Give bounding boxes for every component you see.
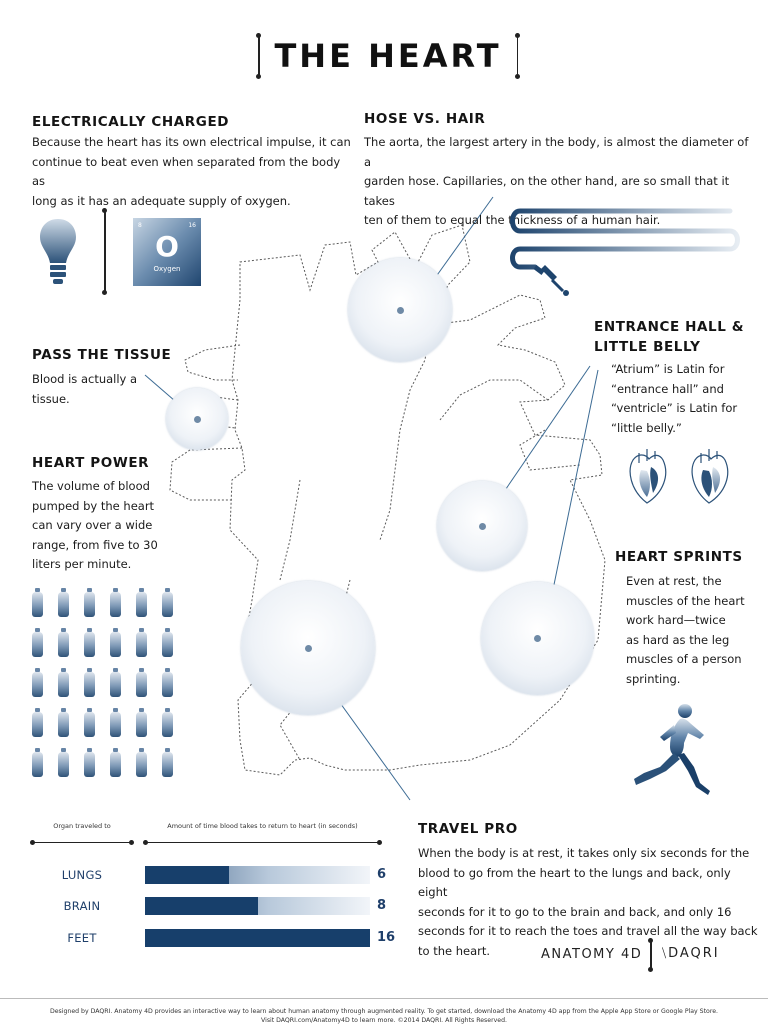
daqri-mark-icon: ⧹ [662,946,669,960]
bar [145,897,258,915]
hose-text: The aorta, the largest artery in the body, is almost the diameter of a garden hose. Capillaries, on the other hand, are so small that it takes ten of them to equal the thickness of a human hair. [364,135,749,227]
light-bulb-icon [38,217,78,289]
water-bottle-icon [110,592,121,617]
water-bottle-icon [162,592,173,617]
water-bottle-icon [136,672,147,697]
water-bottle-icon [32,752,43,777]
divider-dot [102,208,107,213]
water-bottle-icon [162,752,173,777]
water-bottle-icon [162,712,173,737]
footer-line-2: Visit DAQRI.com/Anatomy4D to learn more. ©2014 DAQRI. All Rights Reserved. [261,1017,507,1024]
water-bottle-icon [84,592,95,617]
tissue-text: Blood is actually a tissue. [32,372,138,406]
water-bottle-icon [136,752,147,777]
anatomy-4d-logo: ANATOMY 4D [541,947,643,962]
water-bottle-icon [32,712,43,737]
water-bottle-icon [84,672,95,697]
brand-divider [650,940,652,970]
tissue-heading: PASS THE TISSUE [32,347,172,363]
water-bottle-icon [58,592,69,617]
bar-value: 8 [377,898,387,913]
water-bottle-icon [84,632,95,657]
hose-heading: HOSE VS. HAIR [364,111,486,127]
bar-value: 6 [377,867,387,882]
electric-heading: ELECTRICALLY CHARGED [32,114,230,130]
bar [145,929,370,947]
water-bottle-icon [110,752,121,777]
water-bottle-icon [32,672,43,697]
bar-track [145,866,370,884]
footer-line-1: Designed by DAQRI. Anatomy 4D provides an interactive way to learn about human anatomy through augmented reality. To get started, download the Anatomy 4D app from the Apple App Store or Google Play Store. [49,1008,719,1015]
power-text: The volume of blood pumped by the heart can vary over a wide range, from five to 30 liters per minute. [32,479,158,571]
atrium-circle [437,481,527,571]
travel-text: When the body is at rest, it takes only six seconds for the blood to go from the heart to the lungs and back, only eight seconds for it to go to the brain and back, and only 16 seconds for it to reach the toes and travel all the way back to the heart. [418,846,758,958]
bar-track [145,929,370,947]
bar-value: 16 [377,930,396,945]
water-bottle-icon [58,632,69,657]
water-bottle-icon [162,672,173,697]
water-bottle-icon [32,632,43,657]
chart-header-organ: Organ traveled to [53,822,111,830]
bar-label: FEET [67,931,97,945]
footer-rule [0,998,768,999]
water-bottle-icon [136,632,147,657]
divider [104,210,106,292]
water-bottle-icon [32,592,43,617]
tissue-circle [166,388,228,450]
bar [145,866,229,884]
water-bottle-icon [84,752,95,777]
water-bottle-icon [84,712,95,737]
power-heading: HEART POWER [32,455,150,471]
heart-power-circle [241,581,375,715]
water-bottle-icon [162,632,173,657]
garden-hose-icon [505,203,740,298]
water-bottle-icon [58,672,69,697]
electric-text: Because the heart has its own electrical impulse, it can continue to beat even when separated from the body as long as it has an adequate supply of oxygen. [32,135,351,208]
water-bottle-icon [110,672,121,697]
bar-label: BRAIN [63,899,101,913]
sprints-text: Even at rest, the muscles of the heart work hard—twice as hard as the leg muscles of a person sprinting. [626,574,745,686]
aorta-circle [348,258,452,362]
bar-label: LUNGS [61,868,103,882]
chart-header-time: Amount of time blood takes to return to heart (in seconds) [167,822,358,830]
water-bottle-icon [58,752,69,777]
sprints-heading: HEART SPRINTS [615,549,743,565]
chart-rule-left [32,842,132,843]
bar-track [145,897,370,915]
water-bottle-icon [110,712,121,737]
daqri-logo: ⧹DAQRI [662,946,720,961]
page-title: THE HEART [274,37,502,75]
runner-icon [630,703,716,801]
water-bottle-icon [136,592,147,617]
water-bottle-icon [58,712,69,737]
oxygen-element-icon: 8 16 O Oxygen [133,218,201,286]
water-bottle-icon [136,712,147,737]
divider-dot [102,290,107,295]
water-bottle-grid [32,592,182,782]
entrance-text: “Atrium” is Latin for “entrance hall” and “ventricle” is Latin for “little belly.” [611,362,738,435]
chart-rule-right [145,842,380,843]
heart-cross-section-icon [625,445,735,507]
ventricle-circle [481,582,594,695]
travel-heading: TRAVEL PRO [418,821,518,837]
entrance-heading: ENTRANCE HALL & LITTLE BELLY [594,319,745,355]
water-bottle-icon [110,632,121,657]
